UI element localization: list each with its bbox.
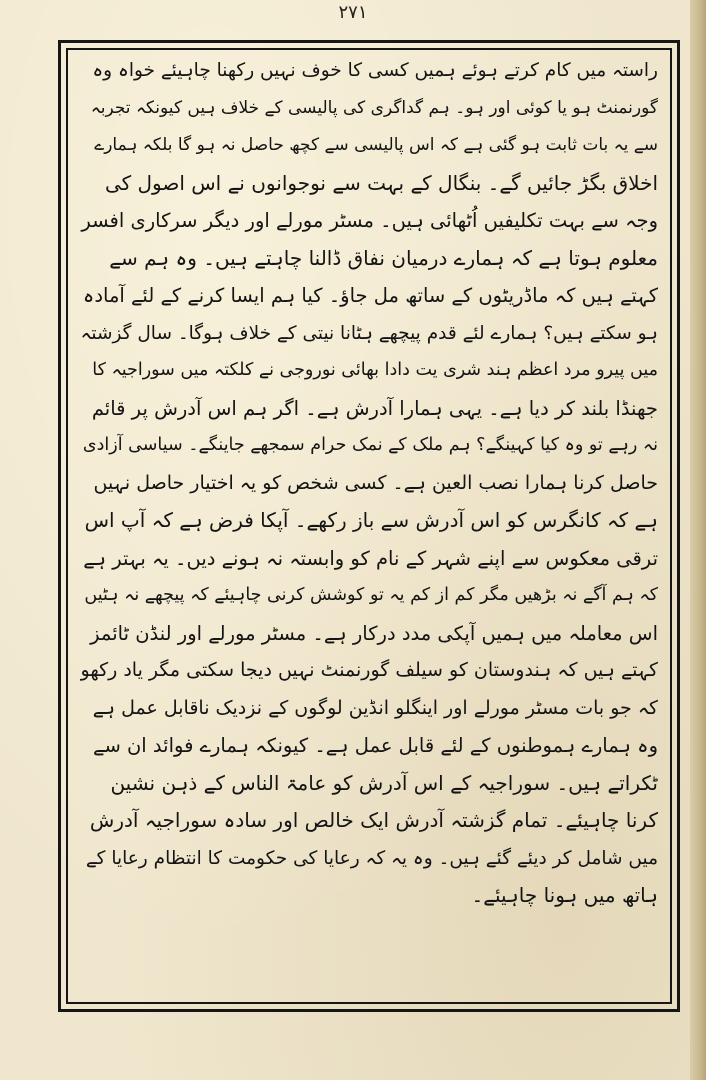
text-line: معلوم ہوتا ہے کہ ہمارے درمیان نفاق ڈالنا چاہتے ہیں۔ وہ ہم سے [109,245,658,270]
text-line: کرنا چاہیئے۔ تمام گزشتہ آدرش ایک خالص اور سادہ سوراجیہ آدرش [89,808,658,832]
text-line: گورنمنٹ ہو یا کوئی اور ہو۔ ہم گداگری کی پالیسی کے خلاف ہیں کیونکہ تجربہ [90,97,658,118]
text-line: وہ ہمارے ہموطنوں کے لئے قابل عمل ہے۔ کیونکہ ہمارے فوائد ان سے [93,734,658,757]
text-line: ہے کہ کانگرس کو اس آدرش سے باز رکھے۔ آپکا فرض ہے کہ آپ اس [84,508,658,532]
text-line: کہ ہم آگے نہ بڑھیں مگر کم از کم یہ تو کوشش کرنی چاہیئے کہ پیچھے نہ ہٹیں [84,585,658,605]
text-line: اخلاق بگڑ جائیں گے۔ بنگال کے بہت سے نوجوانوں نے اس اصول کی [104,170,658,195]
text-line: سے یہ بات ثابت ہو گئی ہے کہ اس پالیسی سے کچھ حاصل نہ ہو گا بلکہ ہمارے [94,135,658,155]
text-line: کہتے ہیں کہ ماڈریٹوں کے ساتھ مل جاؤ۔ کیا ہم ایسا کرنے کے لئے آمادہ [82,284,658,307]
text-line: کہ جو بات مسٹر مورلے اور اینگلو انڈین لوگوں کے نزدیک ناقابل عمل ہے [92,696,658,719]
text-line: جھنڈا بلند کر دیا ہے۔ یہی ہمارا آدرش ہے۔ اگر ہم اس آدرش پر قائم [91,396,658,420]
text-line: ٹکراتے ہیں۔ سوراجیہ کے اس آدرش کو عامۃ الناس کے ذہن نشین [110,770,658,795]
text-line: ہو سکتے ہیں؟ ہمارے لئے قدم پیچھے ہٹانا نیتی کے خلاف ہوگا۔ سال گزشتہ [80,322,658,344]
text-line: راستہ میں کام کرتے ہوئے ہمیں کسی کا خوف نہیں رکھنا چاہیئے خواہ وہ [92,60,658,81]
text-line: حاصل کرنا ہمارا نصب العین ہے۔ کسی شخص کو یہ اختیار حاصل نہیں [93,471,658,494]
text-line: میں پیرو مرد اعظم ہند شری یت دادا بھائی نوروجی نے کلکتہ میں سوراجیہ کا [92,360,658,380]
text-line: ترقی معکوس سے اپنے شہر کے نام کو وابستہ نہ ہونے دیں۔ یہ بہتر ہے [83,546,658,570]
text-line: میں شامل کر دیئے گئے ہیں۔ وہ یہ کہ رعایا کی حکومت کا انتظام رعایا کے [85,847,658,869]
text-line: کہتے ہیں کہ ہندوستان کو سیلف گورنمنٹ نہیں دیجا سکتی مگر یاد رکھو [80,659,658,681]
body-text [80,52,658,982]
text-line: ہاتھ میں ہونا چاہیئے۔ [471,883,658,907]
page-edge-shadow [690,0,706,1080]
page-number: ۲۷۱ [338,2,368,23]
text-line: اس معاملہ میں ہمیں آپکی مدد درکار ہے۔ مسٹر مورلے اور لنڈن ٹائمز [90,621,658,645]
text-line: نہ رہے تو وہ کیا کہینگے؟ ہم ملک کے نمک حرام سمجھے جاینگے۔ سیاسی آزادی [82,435,658,455]
text-line: وجہ سے بہت تکلیفیں اُٹھائی ہیں۔ مسٹر مورلے اور دیگر سرکاری افسر [81,209,658,232]
